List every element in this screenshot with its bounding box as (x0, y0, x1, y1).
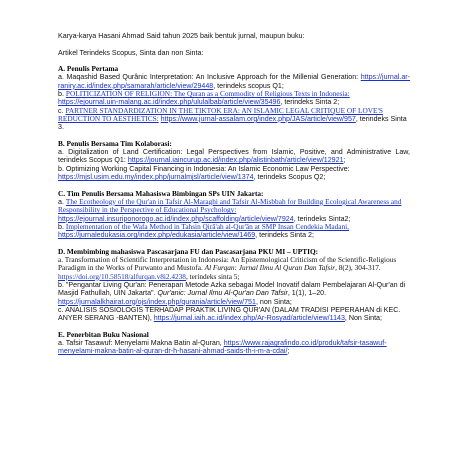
section-a-heading: A. Penulis Pertama (58, 64, 119, 74)
section-b-item-a: a. Digitalization of Land Certification: Legal Perspectives from Islamic, Positive, and Administrative Law, terindeks Scopus Q1: https://journal.iaincurup.ac.id/index.php/alistinbath/article/view/12921; (58, 148, 410, 165)
section-d-heading: D. Membimbing mahasiswa Pascasarjana FU dan Pascasarjana PKU MI – UPTIQ: (58, 246, 319, 256)
subtitle-text: Artikel Terindeks Scopus, Sinta dan non Sinta: (58, 48, 204, 57)
section-a-item-c-link[interactable]: https://www.jurnal-assalam.org/index.php/JAS/article/view/957 (160, 114, 356, 123)
section-d-item-a: a. Transformation of Scientific Interpretation in Indonesia: An Epistemological Criticism of the Scientific-Religious Paradigm in the Works of Purwanto and Mustofa. Al Furqan: Jurnal Ilmu Al Quran Dan Tafsir, 8(2), 304-317. https://doi.org/10.58518/alfurqan.v8i2.4238, terindeks sinta 5; (58, 255, 397, 281)
section-b-item-b: b. Optimizing Working Capital Financing in Indonesia: An Islamic Economic Law Perspective: https://mjsl.usim.edu.my/index.php/jurnalmjsl/article/view/1374, terindeks Scopus Q2; (58, 164, 350, 182)
section-d-item-b-link[interactable]: https://jurnalalkhairat.org/ojs/index.php/qurania/article/view/751 (58, 297, 256, 306)
section-b-item-a-link[interactable]: https://journal.iaincurup.ac.id/index.php/alistinbath/article/view/12921 (127, 156, 344, 165)
section-d-item-c: c. ANALISIS SOSIOLOGIS TERHADAP PRAKTIK LIVING QUR'AN (DALAM TRADISI PEPERAHAN di KEC. ANYER SERANG -BANTEN), https://jurnal.iaih.ac.id/index.php/Ar-Rosyad/article/view/1143, Non Sinta; (58, 305, 401, 323)
section-b-heading: B. Penulis Bersama Tim Kolaborasi: (58, 138, 172, 148)
section-d-item-c-link[interactable]: https://jurnal.iaih.ac.id/index.php/Ar-Rosyad/article/view/1143 (153, 314, 345, 323)
section-e-item-a-link[interactable]: https://www.rajagrafindo.co.id/produk/tafsir-tasawuf-menyelami-makna-batin-al-quran-dr-h-hasani-ahmad-saids-th-i-m-a-cdai/ (58, 338, 387, 356)
section-a-item-b-link[interactable]: https://ejournal.uin-malang.ac.id/index.php/ululalbab/article/view/35496 (58, 98, 281, 107)
section-c-item-b-link[interactable]: https://jurnaledukasia.org/index.php/edukasia/article/view/1469 (58, 231, 256, 240)
section-c-item-a: a. The Ecotheology of the Qur'an in Tafsir Al-Maraghi and Tafsir Al-Misbbah for Building Ecological Awareness and Responsibility in the Perspective of Educational Psychology: https://ejournal.insuriponorogo.ac.id/index.php/scaffolding/article/view/7924, terindeks Sinta2; (58, 196, 402, 223)
section-a-item-c-title-link[interactable]: PARTNER STANDARDIZATION IN THE TIKTOK ERA: AN ISLAMIC LEGAL CRITIQUE OF LOVE'S REDUCTION TO AESTHETICS: (58, 105, 383, 123)
document-page (58, 32, 410, 356)
section-d-item-a-link[interactable]: https://doi.org/10.58518/alfurqan.v8i2.4238 (58, 271, 186, 281)
section-a-item-b-title-link[interactable]: POLITICIZATION OF RELIGION: The Quran as a Commodity of Religious Texts in Indonesia: (65, 89, 350, 99)
section-c-heading: C. Tim Penulis Bersama Mahasiswa Bimbingan SPs UIN Jakarta: (58, 188, 264, 198)
section-a-item-c: c. PARTNER STANDARDIZATION IN THE TIKTOK ERA: AN ISLAMIC LEGAL CRITIQUE OF LOVE'S REDUCTION TO AESTHETICS: https://www.jurnal-assalam.org/index.php/JAS/article/view/957, terindeks Sinta 3. (58, 105, 407, 132)
intro-text: Karya-karya Hasani Ahmad Said tahun 2025 baik bentuk jurnal, maupun buku: (58, 32, 305, 40)
section-c-item-b: b. Implementation of the Wafa Method in Tahsin Qirā'ah al-Qur'ān at SMP Insan Cendekia Madani, https://jurnaledukasia.org/index.php/edukasia/article/view/1469, terindeks Sinta 2; (58, 221, 349, 240)
section-d-item-b-journal: Qur'anic: Jurnal Ilmu Al-Qur'an Dan Tafsir (157, 289, 288, 298)
section-c-item-a-link[interactable]: https://ejournal.insuriponorogo.ac.id/index.php/scaffolding/article/view/7924 (58, 214, 294, 223)
section-e-item-a: a. Tafsir Tasawuf: Menyelami Makna Batin al-Quran, https://www.rajagrafindo.co.id/produk/tafsir-tasawuf-menyelami-makna-batin-al-quran-dr-h-hasani-ahmad-saids-th-i-m-a-cdai/; (58, 338, 387, 356)
section-d-item-b: b. "Pengantar Living Qur'an: Penerapan Metode Azka sebagai Model Inovatif dalam Pembelajaran Al-Qur'an di Masjid Fathullah, UIN Jakarta". Qur'anic: Jurnal Ilmu Al-Qur'an Dan Tafsir, 1(1), 1–20. https://jurnalalkhairat.org/ojs/index.php/qurania/article/view/751, non Sinta; (58, 280, 406, 306)
section-c-item-a-title-link[interactable]: The Ecotheology of the Qur'an in Tafsir Al-Maraghi and Tafsir Al-Misbbah for Building Ecological Awareness and Responsibility in the Perspective of Educational Psychology: (58, 196, 402, 215)
section-c-item-b-title-link[interactable]: Implementation of the Wafa Method in Tahsin Qirā'ah al-Qur'ān at SMP Insan Cendekia Madani, (65, 221, 349, 231)
section-b-item-b-link[interactable]: https://mjsl.usim.edu.my/index.php/jurnalmjsl/article/view/1374 (58, 173, 254, 182)
section-a-item-b: b. POLITICIZATION OF RELIGION: The Quran as a Commodity of Religious Texts in Indonesia: https://ejournal.uin-malang.ac.id/index.php/ululalbab/article/view/35496, terindeks Sinta 2; (58, 89, 350, 107)
section-d-item-a-journal: Al Furqan: Jurnal Ilmu Al Quran Dan Tafsir (204, 263, 336, 273)
section-a-item-a: a. Maqashid Based Qurânic Interpretation: An Inclusive Approach for the Millenial Generation: https://jurnal.ar-raniry.ac.id/index.php/samarah/article/view/29448, terindeks scopus Q1; (58, 73, 410, 90)
section-a-item-a-link[interactable]: https://jurnal.ar-raniry.ac.id/index.php/samarah/article/view/29448 (58, 73, 410, 90)
section-e-heading: E. Penerbitan Buku Nasional (58, 329, 149, 339)
